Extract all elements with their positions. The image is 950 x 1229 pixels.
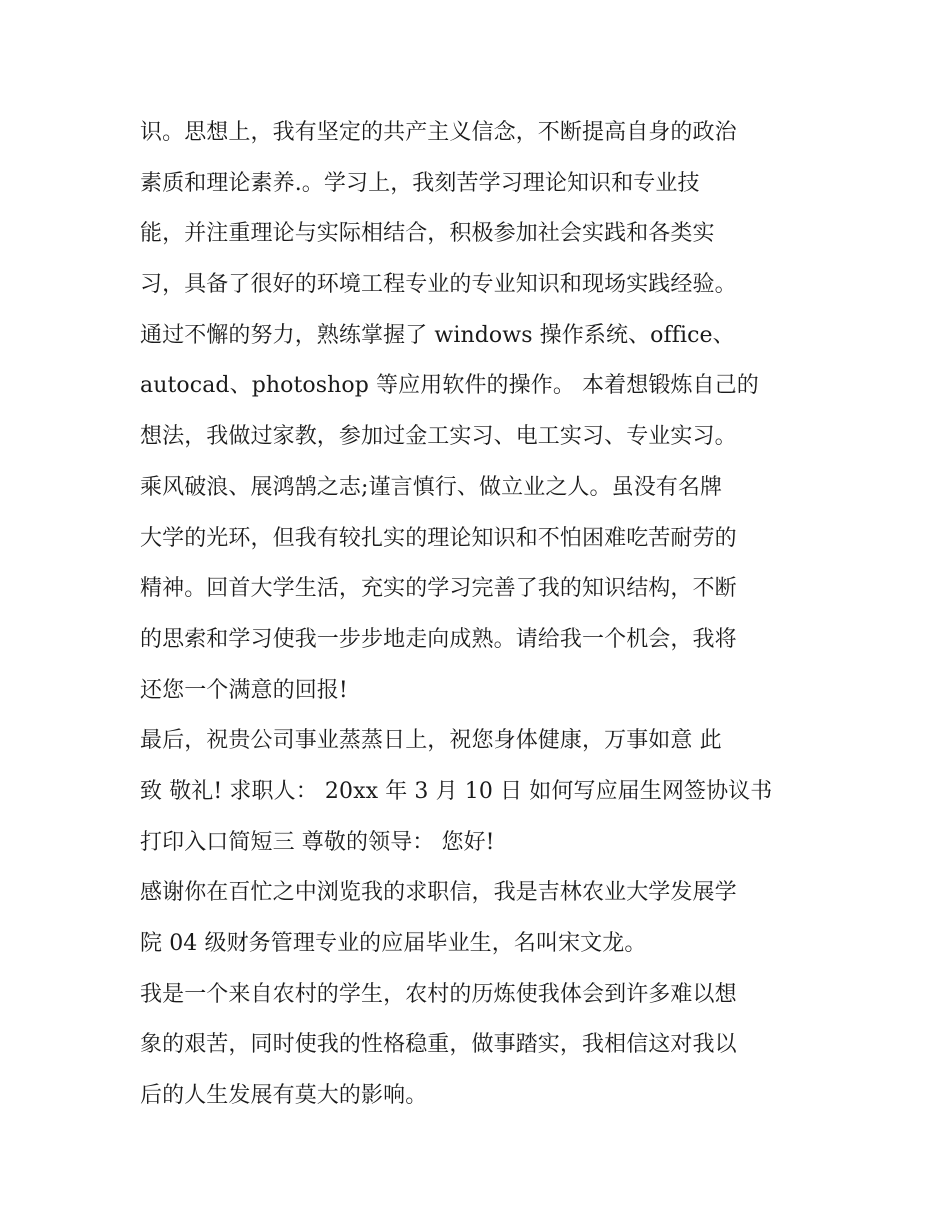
text-line: 素质和理论素养.。学习上，我刻苦学习理论知识和专业技 [140,170,700,196]
text-line: 识。思想上，我有坚定的共产主义信念，不断提高自身的政治 [140,120,737,145]
text-line: 习，具备了很好的环境工程专业的专业知识和现场实践经验。 [140,272,737,298]
text-line: 后的人生发展有莫大的影响。 [140,1083,428,1109]
text-line: 我是一个来自农村的学生，农村的历炼使我体会到许多难以想 [140,981,737,1007]
text-line: 通过不懈的努力，熟练掌握了 windows 操作系统、office、 [140,322,735,348]
text-line: 象的艰苦，同时使我的性格稳重，做事踏实，我相信这对我以 [140,1032,737,1058]
text-line: 想法，我做过家教，参加过金工实习、电工实习、专业实习。 [140,424,737,450]
text-line: 院 04 级财务管理专业的应届毕业生，名叫宋文龙。 [140,931,647,956]
text-line: 能，并注重理论与实际相结合，积极参加社会实践和各类实 [140,221,715,247]
text-line: 打印入口简短三 尊敬的领导： 您好! [140,829,495,855]
text-line: 感谢你在百忙之中浏览我的求职信，我是吉林农业大学发展学 [140,880,737,906]
text-line: 的思索和学习使我一步步地走向成熟。请给我一个机会，我将 [140,626,737,652]
text-line: 最后，祝贵公司事业蒸蒸日上，祝您身体健康，万事如意 此 [140,728,722,754]
text-line: 乘风破浪、展鸿鹄之志;谨言慎行、做立业之人。虽没有名牌 [140,474,723,500]
text-line: 精神。回首大学生活，充实的学习完善了我的知识结构，不断 [140,576,737,602]
text-line: 致 敬礼! 求职人： 20xx 年 3 月 10 日 如何写应届生网签协议书 [140,778,773,804]
text-line: 还您一个满意的回报! [140,677,348,703]
text-line: 大学的光环，但我有较扎实的理论知识和不怕困难吃苦耐劳的 [140,525,737,551]
document-body [140,108,820,1122]
text-line: autocad、photoshop 等应用软件的操作。 本着想锻炼自己的 [140,373,759,399]
